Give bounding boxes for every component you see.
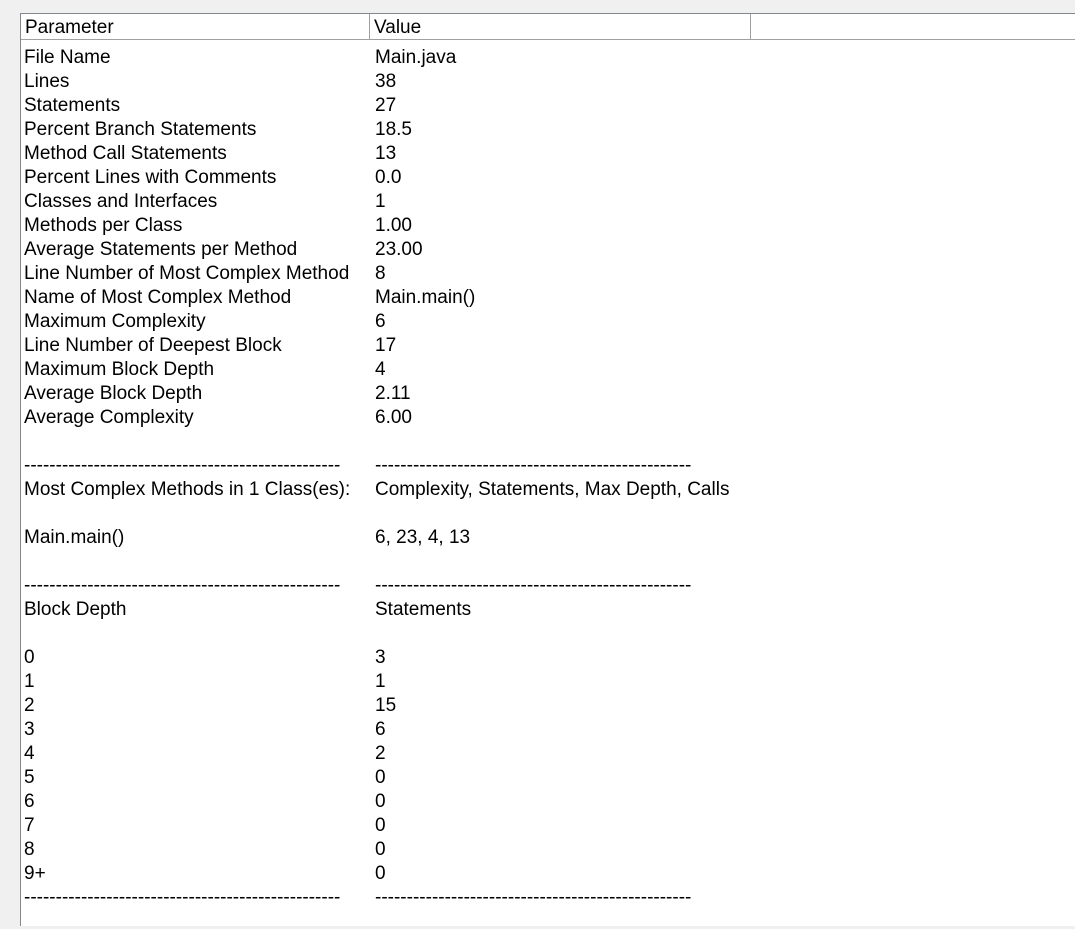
list-row[interactable]	[21, 430, 1075, 454]
parameter-cell: 8	[24, 839, 35, 860]
list-row[interactable]	[21, 238, 1075, 262]
parameter-cell: 0	[24, 647, 35, 668]
value-cell: 18.5	[375, 119, 412, 140]
parameter-cell: Name of Most Complex Method	[24, 287, 292, 308]
list-row[interactable]	[21, 406, 1075, 430]
list-row[interactable]	[21, 214, 1075, 238]
parameter-cell: 4	[24, 743, 35, 764]
parameter-cell: 5	[24, 767, 35, 788]
parameter-cell: 3	[24, 719, 35, 740]
list-row[interactable]	[21, 886, 1075, 910]
list-row[interactable]	[21, 742, 1075, 766]
value-cell: 17	[375, 335, 397, 356]
value-cell: 6, 23, 4, 13	[375, 527, 471, 548]
value-cell: 27	[375, 95, 397, 116]
parameter-cell: 7	[24, 815, 35, 836]
list-row[interactable]	[21, 550, 1075, 574]
parameter-cell: Average Statements per Method	[24, 239, 298, 260]
parameter-cell: 1	[24, 671, 35, 692]
value-cell: 0	[375, 815, 386, 836]
list-row[interactable]	[21, 838, 1075, 862]
parameter-cell: Methods per Class	[24, 215, 183, 236]
list-row[interactable]	[21, 622, 1075, 646]
value-cell: 3	[375, 647, 386, 668]
parameter-cell: 6	[24, 791, 35, 812]
list-row[interactable]	[21, 598, 1075, 622]
value-cell: --------------------------------------------------	[375, 575, 692, 596]
value-cell: Main.java	[375, 47, 457, 68]
list-row[interactable]	[21, 694, 1075, 718]
list-row[interactable]	[21, 790, 1075, 814]
list-row[interactable]	[21, 166, 1075, 190]
value-cell: 23.00	[375, 239, 423, 260]
list-row[interactable]	[21, 862, 1075, 886]
column-header-value[interactable]: Value	[370, 14, 751, 40]
parameter-cell: Main.main()	[24, 527, 125, 548]
parameter-cell: Line Number of Deepest Block	[24, 335, 282, 356]
list-row[interactable]	[21, 718, 1075, 742]
value-cell: 0.0	[375, 167, 402, 188]
list-row[interactable]	[21, 478, 1075, 502]
list-row[interactable]	[21, 814, 1075, 838]
parameter-cell: --------------------------------------------------	[24, 455, 341, 476]
column-header-filler	[751, 14, 1075, 40]
parameter-cell: Maximum Block Depth	[24, 359, 215, 380]
parameter-cell: Maximum Complexity	[24, 311, 206, 332]
column-header-parameter[interactable]: Parameter	[21, 14, 370, 40]
list-row[interactable]	[21, 502, 1075, 526]
value-cell: --------------------------------------------------	[375, 455, 692, 476]
list-header	[21, 14, 1075, 40]
parameter-cell: Average Block Depth	[24, 383, 203, 404]
parameter-cell: Most Complex Methods in 1 Class(es):	[24, 479, 351, 500]
list-row[interactable]	[21, 670, 1075, 694]
list-row[interactable]	[21, 286, 1075, 310]
value-cell: 4	[375, 359, 386, 380]
value-cell: 13	[375, 143, 397, 164]
list-row[interactable]	[21, 94, 1075, 118]
value-cell: Main.main()	[375, 287, 476, 308]
list-row[interactable]	[21, 70, 1075, 94]
value-cell: --------------------------------------------------	[375, 887, 692, 908]
parameter-cell: Average Complexity	[24, 407, 194, 428]
metrics-list-view[interactable]	[20, 13, 1075, 927]
list-row[interactable]	[21, 46, 1075, 70]
parameter-cell: Line Number of Most Complex Method	[24, 263, 350, 284]
parameter-cell: --------------------------------------------------	[24, 887, 341, 908]
parameter-cell: Lines	[24, 71, 70, 92]
value-cell: Complexity, Statements, Max Depth, Calls	[375, 479, 730, 500]
list-row[interactable]	[21, 262, 1075, 286]
list-row[interactable]	[21, 334, 1075, 358]
list-row[interactable]	[21, 646, 1075, 670]
parameter-cell: Block Depth	[24, 599, 127, 620]
value-cell: 0	[375, 839, 386, 860]
value-cell: 0	[375, 767, 386, 788]
list-row[interactable]	[21, 526, 1075, 550]
value-cell: 6.00	[375, 407, 412, 428]
value-cell: 8	[375, 263, 386, 284]
value-cell: 2.11	[375, 383, 411, 404]
list-row[interactable]	[21, 382, 1075, 406]
parameter-cell: File Name	[24, 47, 111, 68]
value-cell: 0	[375, 791, 386, 812]
list-row[interactable]	[21, 118, 1075, 142]
parameter-cell: 9+	[24, 863, 46, 884]
value-cell: 1.00	[375, 215, 412, 236]
parameter-cell: --------------------------------------------------	[24, 575, 341, 596]
parameter-cell: Percent Lines with Comments	[24, 167, 277, 188]
top-window-strip	[0, 0, 1075, 13]
parameter-cell: Statements	[24, 95, 121, 116]
list-row[interactable]	[21, 310, 1075, 334]
value-cell: 38	[375, 71, 397, 92]
value-cell: 2	[375, 743, 386, 764]
parameter-cell: Classes and Interfaces	[24, 191, 218, 212]
parameter-cell: 2	[24, 695, 35, 716]
value-cell: 15	[375, 695, 397, 716]
list-row[interactable]	[21, 142, 1075, 166]
list-row[interactable]	[21, 190, 1075, 214]
value-cell: 6	[375, 719, 386, 740]
parameter-cell: Percent Branch Statements	[24, 119, 257, 140]
parameter-cell: Method Call Statements	[24, 143, 227, 164]
value-cell: 0	[375, 863, 386, 884]
list-row[interactable]	[21, 358, 1075, 382]
value-cell: 6	[375, 311, 386, 332]
list-row[interactable]	[21, 574, 1075, 598]
value-cell: 1	[375, 671, 386, 692]
value-cell: 1	[375, 191, 386, 212]
value-cell: Statements	[375, 599, 472, 620]
list-row[interactable]	[21, 454, 1075, 478]
list-row[interactable]	[21, 766, 1075, 790]
